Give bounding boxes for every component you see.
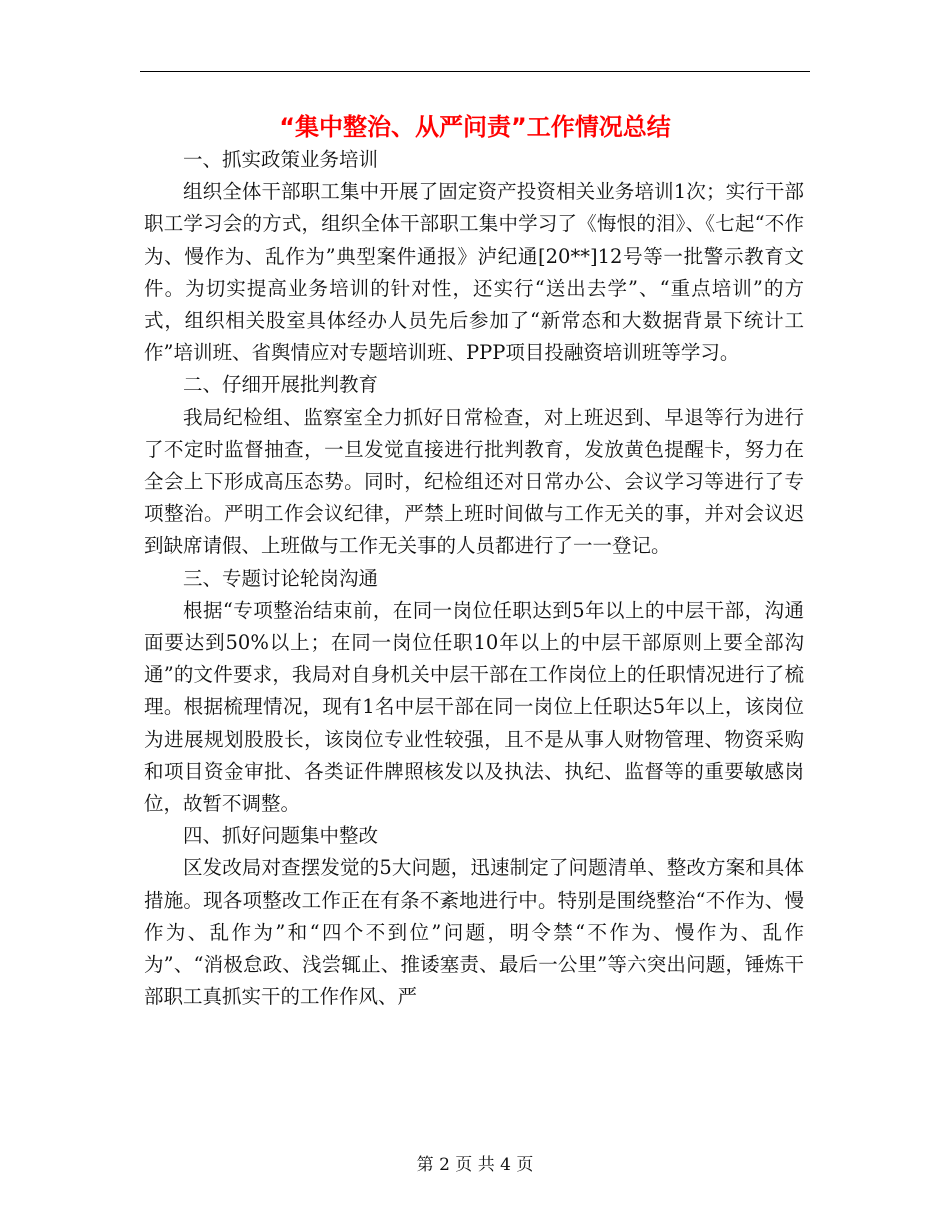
section-heading-2: 二、仔细开展批判教育 — [183, 373, 379, 397]
body-paragraph-1: 组织全体干部职工集中开展了固定资产投资相关业务培训1次；实行干部职工学习会的方式，组织全体干部职工集中学习了《悔恨的泪》、《七起“不作为、慢作为、乱作为”典型案件通报》泸纪通[20**]12号等一批警示教育文件。为切实提高业务培训的针对性，还实行“送出去学”、“重点培训”的方式，组织相关股室具体经办人员先后参加了“新常态和大数据背景下统计工作”培训班、省舆情应对专题培训班、PPP项目投融资培训班等学习。 — [144, 180, 804, 365]
section-heading-1: 一、抓实政策业务培训 — [183, 148, 379, 171]
page-number-footer: 第 2 页 共 4 页 — [416, 1155, 534, 1175]
section-heading-4: 四、抓好问题集中整改 — [183, 824, 379, 848]
section-heading-3: 三、专题讨论轮岗沟通 — [183, 566, 379, 590]
body-paragraph-4: 区发改局对查摆发觉的5大问题，迅速制定了问题清单、整改方案和具体措施。现各项整改工作正在有条不紊地进行中。特别是围绕整治“不作为、慢作为、乱作为”和“四个不到位”问题，明令禁“不作为、慢作为、乱作为”、“消极怠政、浅尝辄止、推诿塞责、最后一公里”等六突出问题，锤炼干部职工真抓实干的工作作风、严 — [144, 856, 804, 1009]
header-rule — [140, 71, 810, 72]
body-paragraph-3: 根据“专项整治结束前，在同一岗位任职达到5年以上的中层干部，沟通面要达到50%以上；在同一岗位任职10年以上的中层干部原则上要全部沟通”的文件要求，我局对自身机关中层干部在工作岗位上的任职情况进行了梳理。根据梳理情况，现有1名中层干部在同一岗位上任职达5年以上，该岗位为进展规划股股长，该岗位专业性较强，且不是从事人财物管理、物资采购和项目资金审批、各类证件牌照核发以及执法、执纪、监督等的重要敏感岗位，故暂不调整。 — [144, 598, 804, 816]
document-title: “集中整治、从严问责”工作情况总结 — [279, 113, 671, 141]
document-body — [144, 144, 804, 1013]
body-paragraph-2: 我局纪检组、监察室全力抓好日常检查，对上班迟到、早退等行为进行了不定时监督抽查，一旦发觉直接进行批判教育，发放黄色提醒卡，努力在全会上下形成高压态势。同时，纪检组还对日常办公、会议学习等进行了专项整治。严明工作会议纪律，严禁上班时间做与工作无关的事，并对会议迟到缺席请假、上班做与工作无关事的人员都进行了一一登记。 — [144, 405, 804, 558]
